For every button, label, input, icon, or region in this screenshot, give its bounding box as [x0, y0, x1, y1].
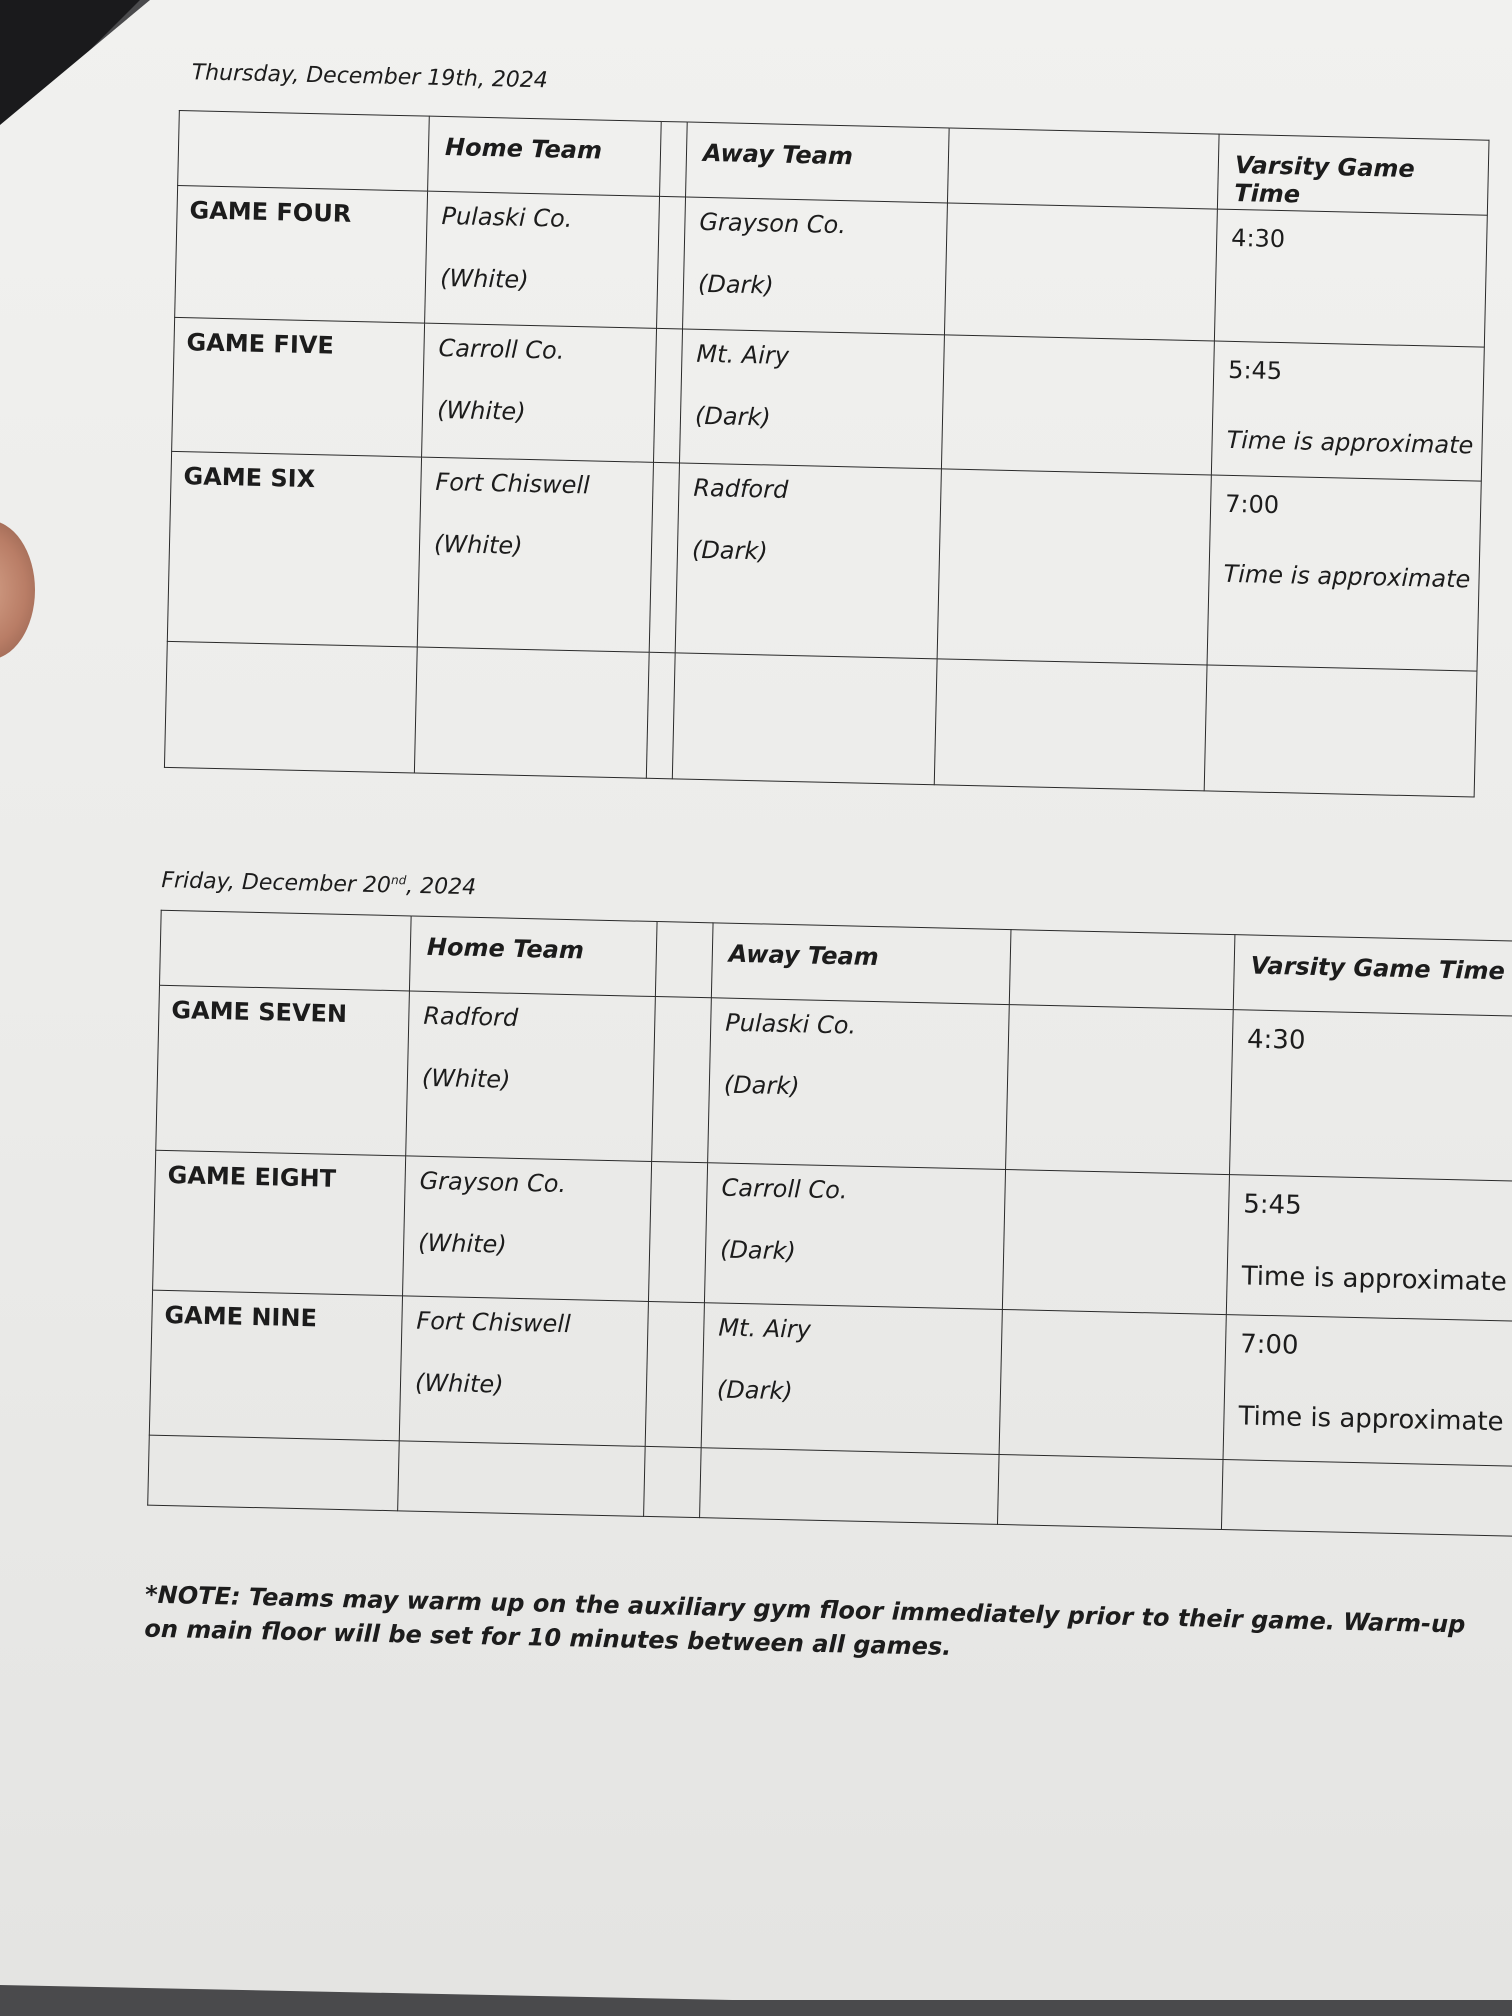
home-jersey: (White) — [439, 263, 529, 294]
home-team: Carroll Co. — [438, 333, 565, 365]
home-team-cell — [406, 991, 656, 1162]
time-note: Time is approximate — [1238, 1401, 1504, 1438]
home-team-cell — [422, 323, 657, 462]
game-time: 4:30 — [1230, 223, 1286, 254]
blank-cell — [1006, 1005, 1234, 1175]
game-time: 5:45 — [1242, 1189, 1303, 1221]
away-team: Mt. Airy — [696, 339, 790, 370]
away-team-cell — [679, 329, 944, 469]
table-row — [156, 985, 1512, 1181]
away-jersey: (Dark) — [691, 535, 769, 566]
away-team-cell — [701, 1303, 1002, 1455]
header-blank-2 — [1009, 930, 1235, 1010]
home-jersey: (White) — [433, 529, 523, 560]
game-time: 7:00 — [1224, 489, 1280, 520]
game-time: 5:45 — [1227, 355, 1283, 386]
spacer-cell — [648, 1161, 707, 1302]
time-note: Time is approximate — [1223, 559, 1471, 594]
empty-cell — [700, 1448, 1000, 1525]
friday-date-text: Friday, December 20 — [161, 868, 392, 899]
header-game-time: Varsity Game Time — [1217, 134, 1489, 215]
away-jersey: (Dark) — [697, 269, 775, 300]
time-note: Time is approximate — [1241, 1261, 1508, 1298]
blank-cell — [941, 335, 1214, 475]
game-time: 7:00 — [1239, 1329, 1299, 1361]
empty-cell — [934, 659, 1207, 791]
spacer-cell — [645, 1301, 704, 1447]
away-team: Carroll Co. — [721, 1173, 848, 1205]
home-team: Fort Chiswell — [416, 1306, 572, 1339]
away-jersey: (Dark) — [719, 1235, 797, 1266]
schedule-document — [141, 60, 1509, 1790]
home-jersey: (White) — [421, 1063, 511, 1094]
time-note — [1230, 294, 1485, 300]
header-spacer — [655, 922, 713, 998]
spacer-cell — [652, 997, 712, 1163]
home-team-cell — [399, 1296, 648, 1447]
game-time-cell — [1207, 475, 1481, 671]
away-team-cell — [708, 998, 1010, 1170]
friday-date-year: , 2024 — [405, 873, 477, 901]
empty-cell — [997, 1454, 1223, 1529]
friday-date-suffix: nd — [390, 873, 407, 888]
game-name: GAME FIVE — [172, 317, 425, 457]
blank-cell — [999, 1309, 1226, 1459]
home-jersey: (White) — [417, 1228, 508, 1259]
game-name: GAME EIGHT — [153, 1150, 406, 1296]
header-blank — [160, 910, 412, 991]
home-team-cell — [417, 457, 653, 652]
home-team: Fort Chiswell — [435, 467, 591, 500]
header-home-team: Home Team — [428, 116, 662, 196]
empty-cell — [1204, 665, 1477, 797]
home-team: Grayson Co. — [419, 1166, 567, 1199]
friday-date — [161, 868, 476, 900]
game-time: 4:30 — [1246, 1024, 1306, 1056]
home-team-cell — [403, 1156, 652, 1302]
away-team: Pulaski Co. — [724, 1008, 857, 1040]
home-team: Pulaski Co. — [441, 201, 573, 233]
header-home-team: Home Team — [409, 916, 657, 997]
away-team-cell — [675, 463, 941, 659]
blank-cell — [937, 469, 1211, 665]
game-name: GAME NINE — [149, 1290, 402, 1441]
game-time-cell — [1223, 1315, 1512, 1467]
empty-cell — [644, 1446, 702, 1517]
friday-schedule-table — [147, 910, 1512, 1537]
header-away-team: Away Team — [686, 122, 950, 203]
game-name: GAME SEVEN — [156, 985, 410, 1156]
away-team: Radford — [693, 473, 789, 504]
time-note — [1246, 1096, 1512, 1102]
spacer-cell — [653, 328, 682, 463]
table-row — [167, 451, 1481, 671]
spacer-cell — [657, 196, 686, 329]
empty-cell — [646, 652, 675, 779]
home-team-cell — [425, 191, 660, 328]
empty-cell — [672, 653, 937, 785]
blank-cell — [1002, 1170, 1229, 1315]
game-name: GAME FOUR — [175, 185, 428, 323]
home-jersey: (White) — [436, 395, 526, 426]
away-team: Grayson Co. — [699, 207, 847, 240]
time-note: Time is approximate — [1226, 425, 1474, 460]
empty-cell — [414, 647, 649, 778]
home-team: Radford — [423, 1001, 519, 1032]
header-blank — [178, 110, 430, 191]
empty-cell — [1221, 1460, 1512, 1537]
empty-cell — [398, 1441, 646, 1517]
away-jersey: (Dark) — [694, 401, 772, 432]
game-time-cell — [1211, 341, 1484, 481]
empty-cell — [164, 641, 417, 773]
header-spacer — [660, 121, 688, 197]
thursday-schedule-table — [164, 110, 1490, 798]
game-time-cell — [1226, 1175, 1512, 1322]
game-name: GAME SIX — [167, 451, 421, 647]
away-team-cell — [704, 1163, 1005, 1310]
away-jersey: (Dark) — [716, 1375, 793, 1406]
warm-up-note: *NOTE: Teams may warm up on the auxiliary gym floor immediately prior to their game. Warm-up on main floor will be set for 10 minutes between all games. — [144, 1580, 1466, 1661]
header-away-team: Away Team — [711, 923, 1011, 1005]
away-team-cell — [683, 197, 948, 335]
away-team: Mt. Airy — [718, 1313, 812, 1344]
game-time-cell — [1214, 209, 1487, 347]
header-game-time: Varsity Game Time — [1233, 935, 1512, 1017]
away-jersey: (Dark) — [723, 1070, 800, 1101]
blank-cell — [944, 203, 1217, 341]
game-time-cell — [1229, 1010, 1512, 1182]
empty-cell — [148, 1435, 400, 1511]
header-blank-2 — [947, 128, 1219, 209]
home-jersey: (White) — [414, 1368, 504, 1399]
thursday-date: Thursday, December 19th, 2024 — [191, 60, 549, 94]
